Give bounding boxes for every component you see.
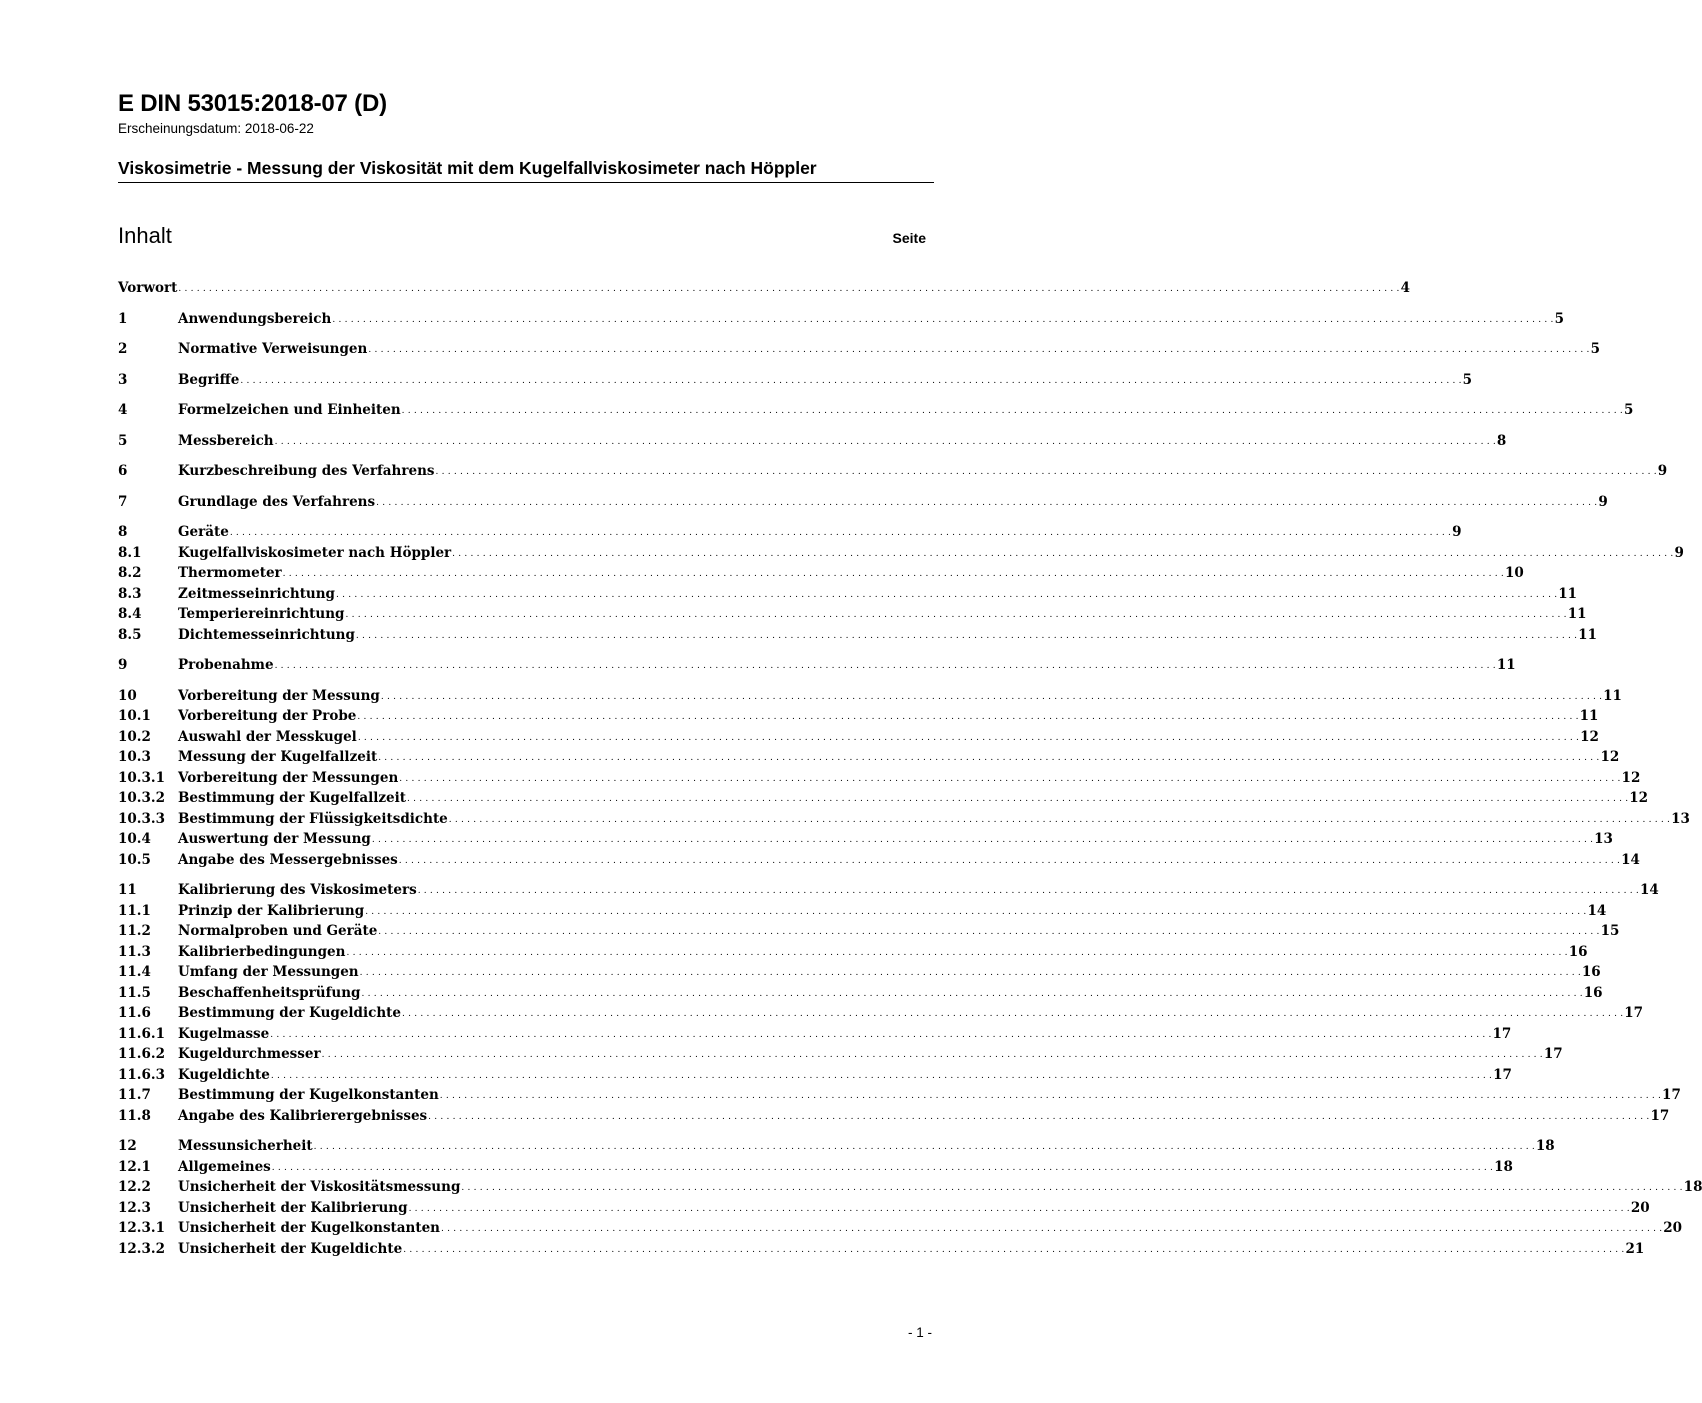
toc-entry-page: 9 <box>1452 524 1462 540</box>
toc-entry-title: Anwendungsbereich <box>178 310 332 327</box>
toc-entry-title: Formelzeichen und Einheiten <box>178 402 401 418</box>
toc-entry-number: 2 <box>118 341 128 357</box>
toc-entry[interactable] <box>118 1065 1512 1086</box>
toc-entry-title: Bestimmung der Flüssigkeitsdichte <box>178 810 448 827</box>
toc-entry-number: 10.5 <box>118 851 151 868</box>
toc-entry-title: Bestimmung der Kugelfallzeit <box>178 790 406 806</box>
toc-entry-page: 5 <box>1462 371 1473 388</box>
toc-entry[interactable] <box>118 604 1587 625</box>
toc-entry-title: Begriffe <box>178 371 240 388</box>
toc-entry-title: Prinzip der Kalibrierung <box>178 902 365 919</box>
toc-entry[interactable] <box>118 1003 1644 1024</box>
toc-entry-page: 4 <box>1400 280 1411 296</box>
toc-dot-leader: . . . . . . . . . . . . . . . . . . . . . . . . . . . . . . . . . . . . . . . . . . . . . . . . . . . . . . . . . . . . . . . . . . . . . . . . . . . . . . . . . . . . . . . . . . . . . . . . . . . . . . . . . . . . . . . . . . . . . . . . . . . . . . . . . . . . . . . . . . . . . . . . . . . . . . . . . . . . . . . . . . . . . . . . . . . . . . . . . . . . . . . . . . . . . . . . . . . . . . . . <box>401 1009 1624 1019</box>
toc-entry-number: 11.6.3 <box>118 1066 165 1083</box>
toc-entry[interactable] <box>118 829 1613 850</box>
toc-entry-number: 10.3.3 <box>118 810 165 827</box>
toc-entry[interactable] <box>118 1198 1650 1219</box>
toc-entry-number: 12 <box>118 1138 137 1154</box>
toc-dot-leader: . . . . . . . . . . . . . . . . . . . . . . . . . . . . . . . . . . . . . . . . . . . . . . . . . . . . . . . . . . . . . . . . . . . . . . . . . . . . . . . . . . . . . . . . . . . . . . . . . . . . . . . . . . . . . . . . . . . . . . . . . . . . . . . . . . . . . . . . . . . . . . . . . . . . . . . . . . . . . . . . . . . . . . . . . . . . . . . . . . . . . . . . . . . . . . . . . . . . . . . . <box>332 314 1554 325</box>
toc-entry-number: 10.3.1 <box>118 769 165 786</box>
toc-dot-leader: . . . . . . . . . . . . . . . . . . . . . . . . . . . . . . . . . . . . . . . . . . . . . . . . . . . . . . . . . . . . . . . . . . . . . . . . . . . . . . . . . . . . . . . . . . . . . . . . . . . . . . . . . . . . . . . . . . . . . . . . . . . . . . . . . . . . . . . . . . . . . . . . . . . . . . . . . . . . . . . . . . . . . . . . . . . . . . . . . . . . . . . . . . . . . . . . . . . . . . . . <box>336 589 1558 600</box>
toc-entry[interactable] <box>118 706 1599 727</box>
table-of-contents <box>118 278 1702 1259</box>
toc-entry[interactable] <box>118 431 1507 452</box>
toc-dot-leader: . . . . . . . . . . . . . . . . . . . . . . . . . . . . . . . . . . . . . . . . . . . . . . . . . . . . . . . . . . . . . . . . . . . . . . . . . . . . . . . . . . . . . . . . . . . . . . . . . . . . . . . . . . . . . . . . . . . . . . . . . . . . . . . . . . . . . . . . . . . . . . . . . . . . . . . . . . . . . . . . . . . . . . . . . . . . . . . . . . . . . . . . . . . . . . . . . . . . . . . . <box>346 947 1568 958</box>
document-id: E DIN 53015:2018-07 (D) <box>118 90 387 117</box>
toc-entry-page: 20 <box>1630 1199 1650 1216</box>
toc-dot-leader: . . . . . . . . . . . . . . . . . . . . . . . . . . . . . . . . . . . . . . . . . . . . . . . . . . . . . . . . . . . . . . . . . . . . . . . . . . . . . . . . . . . . . . . . . . . . . . . . . . . . . . . . . . . . . . . . . . . . . . . . . . . . . . . . . . . . . . . . . . . . . . . . . . . . . . . . . . . . . . . . . . . . . . . . . . . . . . . . . . . . . . . . . . . . . . . . . . . . . . . . <box>403 1244 1625 1255</box>
toc-dot-leader: . . . . . . . . . . . . . . . . . . . . . . . . . . . . . . . . . . . . . . . . . . . . . . . . . . . . . . . . . . . . . . . . . . . . . . . . . . . . . . . . . . . . . . . . . . . . . . . . . . . . . . . . . . . . . . . . . . . . . . . . . . . . . . . . . . . . . . . . . . . . . . . . . . . . . . . . . . . . . . . . . . . . . . . . . . . . . . . . . . . . . . . . . . . . . . . . . . . . . . . . <box>270 1070 1493 1081</box>
toc-entry-page: 17 <box>1624 1005 1644 1021</box>
publication-date: Erscheinungsdatum: 2018-06-22 <box>118 121 314 136</box>
toc-entry[interactable] <box>118 461 1668 482</box>
toc-entry-number: 8.4 <box>118 606 142 622</box>
toc-entry-page: 14 <box>1621 851 1640 868</box>
toc-entry[interactable] <box>118 1177 1702 1198</box>
toc-entry[interactable] <box>118 850 1640 871</box>
toc-entry-number: 10.2 <box>118 728 151 745</box>
toc-entry-page: 12 <box>1629 790 1649 806</box>
toc-entry[interactable] <box>118 686 1622 707</box>
toc-entry-title: Angabe des Kalibrierergebnisses <box>178 1107 428 1124</box>
toc-entry-page: 11 <box>1603 687 1622 704</box>
toc-dot-leader: . . . . . . . . . . . . . . . . . . . . . . . . . . . . . . . . . . . . . . . . . . . . . . . . . . . . . . . . . . . . . . . . . . . . . . . . . . . . . . . . . . . . . . . . . . . . . . . . . . . . . . . . . . . . . . . . . . . . . . . . . . . . . . . . . . . . . . . . . . . . . . . . . . . . . . . . . . . . . . . . . . . . . . . . . . . . . . . . . . . . . . . . . . . . . . . . . . . . . . . . <box>406 794 1629 804</box>
toc-entry-page: 12 <box>1621 769 1641 786</box>
toc-dot-leader: . . . . . . . . . . . . . . . . . . . . . . . . . . . . . . . . . . . . . . . . . . . . . . . . . . . . . . . . . . . . . . . . . . . . . . . . . . . . . . . . . . . . . . . . . . . . . . . . . . . . . . . . . . . . . . . . . . . . . . . . . . . . . . . . . . . . . . . . . . . . . . . . . . . . . . . . . . . . . . . . . . . . . . . . . . . . . . . . . . . . . . . . . . . . . . . . . . . . . . . . <box>274 436 1496 447</box>
toc-entry[interactable] <box>118 1044 1563 1065</box>
toc-entry-number: 7 <box>118 493 128 510</box>
toc-dot-leader: . . . . . . . . . . . . . . . . . . . . . . . . . . . . . . . . . . . . . . . . . . . . . . . . . . . . . . . . . . . . . . . . . . . . . . . . . . . . . . . . . . . . . . . . . . . . . . . . . . . . . . . . . . . . . . . . . . . . . . . . . . . . . . . . . . . . . . . . . . . . . . . . . . . . . . . . . . . . . . . . . . . . . . . . . . . . . . . . . . . . . . . . . . . . . . . . . . . . . . . . <box>270 1029 1492 1040</box>
toc-entry-page: 9 <box>1674 544 1684 561</box>
toc-entry-page: 18 <box>1494 1158 1513 1175</box>
toc-entry[interactable] <box>118 584 1578 605</box>
toc-entry[interactable] <box>118 400 1634 421</box>
toc-entry-title: Messunsicherheit <box>178 1138 313 1154</box>
toc-entry-number: 4 <box>118 402 128 418</box>
toc-entry-page: 14 <box>1587 902 1607 919</box>
toc-entry-title: Normalproben und Geräte <box>178 923 378 939</box>
toc-entry-number: 10.1 <box>118 708 151 724</box>
toc-entry-number: 11.3 <box>118 943 151 960</box>
toc-dot-leader: . . . . . . . . . . . . . . . . . . . . . . . . . . . . . . . . . . . . . . . . . . . . . . . . . . . . . . . . . . . . . . . . . . . . . . . . . . . . . . . . . . . . . . . . . . . . . . . . . . . . . . . . . . . . . . . . . . . . . . . . . . . . . . . . . . . . . . . . . . . . . . . . . . . . . . . . . . . . . . . . . . . . . . . . . . . . . . . . . . . . . . . . . . . . . . . . . . . . . . . . <box>398 855 1621 866</box>
toc-entry-title: Unsicherheit der Kugeldichte <box>178 1240 403 1257</box>
toc-entry-number: 6 <box>118 463 128 479</box>
toc-entry-title: Geräte <box>178 524 229 540</box>
toc-entry-page: 14 <box>1639 882 1659 898</box>
toc-entry-number: 11.5 <box>118 984 151 1001</box>
toc-entry-number: 8.3 <box>118 585 142 602</box>
toc-entry[interactable] <box>118 1106 1670 1127</box>
toc-entry-number: 11.7 <box>118 1087 151 1103</box>
toc-entry[interactable] <box>118 563 1524 584</box>
toc-entry-title: Umfang der Messungen <box>178 964 359 980</box>
toc-entry-title: Temperiereinrichtung <box>178 606 345 622</box>
toc-entry-title: Kugeldurchmesser <box>178 1046 321 1062</box>
toc-dot-leader: . . . . . . . . . . . . . . . . . . . . . . . . . . . . . . . . . . . . . . . . . . . . . . . . . . . . . . . . . . . . . . . . . . . . . . . . . . . . . . . . . . . . . . . . . . . . . . . . . . . . . . . . . . . . . . . . . . . . . . . . . . . . . . . . . . . . . . . . . . . . . . . . . . . . . . . . . . . . . . . . . . . . . . . . . . . . . . . . . . . . . . . . . . . . . . . . . . . . . . . . <box>357 712 1579 722</box>
toc-entry[interactable] <box>118 522 1462 543</box>
toc-entry-title: Thermometer <box>178 565 282 581</box>
header-rule <box>118 182 934 183</box>
toc-entry[interactable] <box>118 309 1565 330</box>
toc-dot-leader: . . . . . . . . . . . . . . . . . . . . . . . . . . . . . . . . . . . . . . . . . . . . . . . . . . . . . . . . . . . . . . . . . . . . . . . . . . . . . . . . . . . . . . . . . . . . . . . . . . . . . . . . . . . . . . . . . . . . . . . . . . . . . . . . . . . . . . . . . . . . . . . . . . . . . . . . . . . . . . . . . . . . . . . . . . . . . . . . . . . . . . . . . . . . . . . . . . . . . . . . <box>435 467 1657 477</box>
toc-dot-leader: . . . . . . . . . . . . . . . . . . . . . . . . . . . . . . . . . . . . . . . . . . . . . . . . . . . . . . . . . . . . . . . . . . . . . . . . . . . . . . . . . . . . . . . . . . . . . . . . . . . . . . . . . . . . . . . . . . . . . . . . . . . . . . . . . . . . . . . . . . . . . . . . . . . . . . . . . . . . . . . . . . . . . . . . . . . . . . . . . . . . . . . . . . . . . . . . . . . . . . . . <box>178 284 1400 294</box>
toc-entry-number: 11.6 <box>118 1005 151 1021</box>
toc-dot-leader: . . . . . . . . . . . . . . . . . . . . . . . . . . . . . . . . . . . . . . . . . . . . . . . . . . . . . . . . . . . . . . . . . . . . . . . . . . . . . . . . . . . . . . . . . . . . . . . . . . . . . . . . . . . . . . . . . . . . . . . . . . . . . . . . . . . . . . . . . . . . . . . . . . . . . . . . . . . . . . . . . . . . . . . . . . . . . . . . . . . . . . . . . . . . . . . . . . . . . . . . <box>271 1162 1494 1173</box>
toc-entry-number: 11.1 <box>118 902 151 919</box>
toc-entry[interactable] <box>118 543 1684 564</box>
toc-entry-number: 3 <box>118 371 128 388</box>
toc-entry-title: Kurzbeschreibung des Verfahrens <box>178 463 435 479</box>
toc-entry-page: 18 <box>1683 1179 1702 1195</box>
toc-entry-page: 17 <box>1543 1046 1563 1062</box>
toc-dot-leader: . . . . . . . . . . . . . . . . . . . . . . . . . . . . . . . . . . . . . . . . . . . . . . . . . . . . . . . . . . . . . . . . . . . . . . . . . . . . . . . . . . . . . . . . . . . . . . . . . . . . . . . . . . . . . . . . . . . . . . . . . . . . . . . . . . . . . . . . . . . . . . . . . . . . . . . . . . . . . . . . . . . . . . . . . . . . . . . . . . . . . . . . . . . . . . . . . . . . . . . . <box>321 1050 1543 1060</box>
toc-dot-leader: . . . . . . . . . . . . . . . . . . . . . . . . . . . . . . . . . . . . . . . . . . . . . . . . . . . . . . . . . . . . . . . . . . . . . . . . . . . . . . . . . . . . . . . . . . . . . . . . . . . . . . . . . . . . . . . . . . . . . . . . . . . . . . . . . . . . . . . . . . . . . . . . . . . . . . . . . . . . . . . . . . . . . . . . . . . . . . . . . . . . . . . . . . . . . . . . . . . . . . . . <box>417 886 1639 896</box>
toc-dot-leader: . . . . . . . . . . . . . . . . . . . . . . . . . . . . . . . . . . . . . . . . . . . . . . . . . . . . . . . . . . . . . . . . . . . . . . . . . . . . . . . . . . . . . . . . . . . . . . . . . . . . . . . . . . . . . . . . . . . . . . . . . . . . . . . . . . . . . . . . . . . . . . . . . . . . . . . . . . . . . . . . . . . . . . . . . . . . . . . . . . . . . . . . . . . . . . . . . . . . . . . . <box>428 1111 1650 1122</box>
toc-entry-page: 11 <box>1567 606 1587 622</box>
toc-entry-number: 5 <box>118 432 128 449</box>
toc-entry-page: 16 <box>1581 964 1601 980</box>
toc-dot-leader: . . . . . . . . . . . . . . . . . . . . . . . . . . . . . . . . . . . . . . . . . . . . . . . . . . . . . . . . . . . . . . . . . . . . . . . . . . . . . . . . . . . . . . . . . . . . . . . . . . . . . . . . . . . . . . . . . . . . . . . . . . . . . . . . . . . . . . . . . . . . . . . . . . . . . . . . . . . . . . . . . . . . . . . . . . . . . . . . . . . . . . . . . . . . . . . . . . . . . . . . <box>365 906 1587 917</box>
toc-entry-page: 20 <box>1663 1220 1683 1236</box>
toc-dot-leader: . . . . . . . . . . . . . . . . . . . . . . . . . . . . . . . . . . . . . . . . . . . . . . . . . . . . . . . . . . . . . . . . . . . . . . . . . . . . . . . . . . . . . . . . . . . . . . . . . . . . . . . . . . . . . . . . . . . . . . . . . . . . . . . . . . . . . . . . . . . . . . . . . . . . . . . . . . . . . . . . . . . . . . . . . . . . . . . . . . . . . . . . . . . . . . . . . . . . . . . . <box>378 753 1600 763</box>
toc-entry-title: Vorbereitung der Messungen <box>178 769 399 786</box>
toc-dot-leader: . . . . . . . . . . . . . . . . . . . . . . . . . . . . . . . . . . . . . . . . . . . . . . . . . . . . . . . . . . . . . . . . . . . . . . . . . . . . . . . . . . . . . . . . . . . . . . . . . . . . . . . . . . . . . . . . . . . . . . . . . . . . . . . . . . . . . . . . . . . . . . . . . . . . . . . . . . . . . . . . . . . . . . . . . . . . . . . . . . . . . . . . . . . . . . . . . . . . . . . . <box>229 528 1452 538</box>
toc-entry-title: Bestimmung der Kugeldichte <box>178 1005 401 1021</box>
toc-entry-title: Vorwort <box>118 280 178 296</box>
toc-entry-page: 12 <box>1600 749 1620 765</box>
toc-entry-title: Vorbereitung der Messung <box>178 687 380 704</box>
toc-entry[interactable] <box>118 962 1601 983</box>
toc-dot-leader: . . . . . . . . . . . . . . . . . . . . . . . . . . . . . . . . . . . . . . . . . . . . . . . . . . . . . . . . . . . . . . . . . . . . . . . . . . . . . . . . . . . . . . . . . . . . . . . . . . . . . . . . . . . . . . . . . . . . . . . . . . . . . . . . . . . . . . . . . . . . . . . . . . . . . . . . . . . . . . . . . . . . . . . . . . . . . . . . . . . . . . . . . . . . . . . . . . . . . . . . <box>274 661 1496 671</box>
toc-dot-leader: . . . . . . . . . . . . . . . . . . . . . . . . . . . . . . . . . . . . . . . . . . . . . . . . . . . . . . . . . . . . . . . . . . . . . . . . . . . . . . . . . . . . . . . . . . . . . . . . . . . . . . . . . . . . . . . . . . . . . . . . . . . . . . . . . . . . . . . . . . . . . . . . . . . . . . . . . . . . . . . . . . . . . . . . . . . . . . . . . . . . . . . . . . . . . . . . . . . . . . . . <box>240 375 1462 386</box>
toc-entry-title: Normative Verweisungen <box>178 341 368 357</box>
toc-entry-title: Kalibrierung des Viskosimeters <box>178 882 417 898</box>
toc-entry-title: Angabe des Messergebnisses <box>178 851 398 868</box>
toc-entry-page: 5 <box>1623 402 1634 418</box>
toc-dot-leader: . . . . . . . . . . . . . . . . . . . . . . . . . . . . . . . . . . . . . . . . . . . . . . . . . . . . . . . . . . . . . . . . . . . . . . . . . . . . . . . . . . . . . . . . . . . . . . . . . . . . . . . . . . . . . . . . . . . . . . . . . . . . . . . . . . . . . . . . . . . . . . . . . . . . . . . . . . . . . . . . . . . . . . . . . . . . . . . . . . . . . . . . . . . . . . . . . . . . . . . . <box>361 988 1583 999</box>
toc-entry-title: Kugeldichte <box>178 1066 270 1083</box>
toc-entry-page: 16 <box>1568 943 1588 960</box>
toc-entry-title: Messung der Kugelfallzeit <box>178 749 378 765</box>
toc-entry[interactable] <box>118 747 1620 768</box>
toc-entry[interactable] <box>118 921 1620 942</box>
toc-entry-number: 12.3 <box>118 1199 151 1216</box>
toc-entry-title: Allgemeines <box>178 1158 271 1175</box>
toc-entry-page: 17 <box>1650 1107 1670 1124</box>
toc-entry-title: Vorbereitung der Probe <box>178 708 357 724</box>
toc-entry-page: 5 <box>1590 341 1601 357</box>
toc-entry[interactable] <box>118 625 1597 646</box>
toc-entry-page: 17 <box>1493 1066 1512 1083</box>
toc-dot-leader: . . . . . . . . . . . . . . . . . . . . . . . . . . . . . . . . . . . . . . . . . . . . . . . . . . . . . . . . . . . . . . . . . . . . . . . . . . . . . . . . . . . . . . . . . . . . . . . . . . . . . . . . . . . . . . . . . . . . . . . . . . . . . . . . . . . . . . . . . . . . . . . . . . . . . . . . . . . . . . . . . . . . . . . . . . . . . . . . . . . . . . . . . . . . . . . . . . . . . . . . <box>378 927 1600 937</box>
toc-dot-leader: . . . . . . . . . . . . . . . . . . . . . . . . . . . . . . . . . . . . . . . . . . . . . . . . . . . . . . . . . . . . . . . . . . . . . . . . . . . . . . . . . . . . . . . . . . . . . . . . . . . . . . . . . . . . . . . . . . . . . . . . . . . . . . . . . . . . . . . . . . . . . . . . . . . . . . . . . . . . . . . . . . . . . . . . . . . . . . . . . . . . . . . . . . . . . . . . . . . . . . . . <box>368 345 1590 355</box>
toc-dot-leader: . . . . . . . . . . . . . . . . . . . . . . . . . . . . . . . . . . . . . . . . . . . . . . . . . . . . . . . . . . . . . . . . . . . . . . . . . . . . . . . . . . . . . . . . . . . . . . . . . . . . . . . . . . . . . . . . . . . . . . . . . . . . . . . . . . . . . . . . . . . . . . . . . . . . . . . . . . . . . . . . . . . . . . . . . . . . . . . . . . . . . . . . . . . . . . . . . . . . . . . . <box>313 1142 1535 1152</box>
toc-entry-title: Messbereich <box>178 432 274 449</box>
toc-dot-leader: . . . . . . . . . . . . . . . . . . . . . . . . . . . . . . . . . . . . . . . . . . . . . . . . . . . . . . . . . . . . . . . . . . . . . . . . . . . . . . . . . . . . . . . . . . . . . . . . . . . . . . . . . . . . . . . . . . . . . . . . . . . . . . . . . . . . . . . . . . . . . . . . . . . . . . . . . . . . . . . . . . . . . . . . . . . . . . . . . . . . . . . . . . . . . . . . . . . . . . . . <box>399 773 1621 784</box>
toc-entry-title: Kugelfallviskosimeter nach Höppler <box>178 544 452 561</box>
toc-entry-number: 10.3.2 <box>118 790 165 806</box>
toc-entry-number: 1 <box>118 310 128 327</box>
toc-entry-page: 18 <box>1535 1138 1555 1154</box>
toc-entry-page: 13 <box>1671 810 1690 827</box>
toc-entry-page: 12 <box>1580 728 1599 745</box>
toc-entry-number: 12.1 <box>118 1158 151 1175</box>
toc-entry[interactable] <box>118 788 1649 809</box>
toc-dot-leader: . . . . . . . . . . . . . . . . . . . . . . . . . . . . . . . . . . . . . . . . . . . . . . . . . . . . . . . . . . . . . . . . . . . . . . . . . . . . . . . . . . . . . . . . . . . . . . . . . . . . . . . . . . . . . . . . . . . . . . . . . . . . . . . . . . . . . . . . . . . . . . . . . . . . . . . . . . . . . . . . . . . . . . . . . . . . . . . . . . . . . . . . . . . . . . . . . . . . . . . . <box>452 548 1674 559</box>
toc-entry-number: 11 <box>118 882 137 898</box>
toc-entry-number: 10 <box>118 687 137 704</box>
toc-entry-number: 11.2 <box>118 923 151 939</box>
toc-entry-page: 8 <box>1496 432 1507 449</box>
toc-dot-leader: . . . . . . . . . . . . . . . . . . . . . . . . . . . . . . . . . . . . . . . . . . . . . . . . . . . . . . . . . . . . . . . . . . . . . . . . . . . . . . . . . . . . . . . . . . . . . . . . . . . . . . . . . . . . . . . . . . . . . . . . . . . . . . . . . . . . . . . . . . . . . . . . . . . . . . . . . . . . . . . . . . . . . . . . . . . . . . . . . . . . . . . . . . . . . . . . . . . . . . . . <box>371 835 1594 845</box>
toc-entry-page: 11 <box>1579 708 1599 724</box>
toc-entry[interactable] <box>118 1085 1681 1106</box>
toc-entry-title: Auswahl der Messkugel <box>178 728 357 745</box>
toc-entry[interactable] <box>118 655 1516 676</box>
page-number: - 1 - <box>907 1325 932 1340</box>
toc-entry-number: 8.1 <box>118 544 142 561</box>
document-subtitle: Viskosimetrie - Messung der Viskosität mit dem Kugelfallviskosimeter nach Höppler <box>118 158 817 178</box>
toc-entry[interactable] <box>118 942 1588 963</box>
toc-entry-number: 11.6.2 <box>118 1046 165 1062</box>
toc-entry-number: 8 <box>118 524 128 540</box>
toc-dot-leader: . . . . . . . . . . . . . . . . . . . . . . . . . . . . . . . . . . . . . . . . . . . . . . . . . . . . . . . . . . . . . . . . . . . . . . . . . . . . . . . . . . . . . . . . . . . . . . . . . . . . . . . . . . . . . . . . . . . . . . . . . . . . . . . . . . . . . . . . . . . . . . . . . . . . . . . . . . . . . . . . . . . . . . . . . . . . . . . . . . . . . . . . . . . . . . . . . . . . . . . . <box>401 406 1623 416</box>
toc-entry[interactable] <box>118 1157 1513 1178</box>
toc-entry-page: 9 <box>1598 493 1608 510</box>
toc-entry-number: 9 <box>118 657 128 673</box>
toc-entry-title: Auswertung der Messung <box>178 831 371 847</box>
toc-entry-number: 12.3.1 <box>118 1220 165 1236</box>
toc-entry-page: 17 <box>1492 1025 1512 1042</box>
toc-entry-number: 11.8 <box>118 1107 151 1124</box>
toc-entry-title: Kalibrierbedingungen <box>178 943 346 960</box>
toc-dot-leader: . . . . . . . . . . . . . . . . . . . . . . . . . . . . . . . . . . . . . . . . . . . . . . . . . . . . . . . . . . . . . . . . . . . . . . . . . . . . . . . . . . . . . . . . . . . . . . . . . . . . . . . . . . . . . . . . . . . . . . . . . . . . . . . . . . . . . . . . . . . . . . . . . . . . . . . . . . . . . . . . . . . . . . . . . . . . . . . . . . . . . . . . . . . . . . . . . . . . . . . . <box>408 1203 1630 1214</box>
toc-heading: Inhalt <box>118 223 172 248</box>
toc-entry[interactable] <box>118 901 1607 922</box>
toc-entry[interactable] <box>118 278 1411 299</box>
toc-entry-page: 11 <box>1558 585 1578 602</box>
toc-entry[interactable] <box>118 1239 1645 1260</box>
toc-entry[interactable] <box>118 727 1599 748</box>
toc-dot-leader: . . . . . . . . . . . . . . . . . . . . . . . . . . . . . . . . . . . . . . . . . . . . . . . . . . . . . . . . . . . . . . . . . . . . . . . . . . . . . . . . . . . . . . . . . . . . . . . . . . . . . . . . . . . . . . . . . . . . . . . . . . . . . . . . . . . . . . . . . . . . . . . . . . . . . . . . . . . . . . . . . . . . . . . . . . . . . . . . . . . . . . . . . . . . . . . . . . . . . . . . <box>345 610 1567 620</box>
toc-entry-title: Zeitmesseinrichtung <box>178 585 335 602</box>
toc-entry[interactable] <box>118 983 1603 1004</box>
toc-dot-leader: . . . . . . . . . . . . . . . . . . . . . . . . . . . . . . . . . . . . . . . . . . . . . . . . . . . . . . . . . . . . . . . . . . . . . . . . . . . . . . . . . . . . . . . . . . . . . . . . . . . . . . . . . . . . . . . . . . . . . . . . . . . . . . . . . . . . . . . . . . . . . . . . . . . . . . . . . . . . . . . . . . . . . . . . . . . . . . . . . . . . . . . . . . . . . . . . . . . . . . . . <box>355 630 1578 641</box>
toc-entry-page: 11 <box>1578 626 1597 643</box>
toc-entry-page: 10 <box>1504 565 1524 581</box>
toc-entry-page: 16 <box>1583 984 1603 1001</box>
toc-entry-page: 17 <box>1662 1087 1681 1103</box>
toc-dot-leader: . . . . . . . . . . . . . . . . . . . . . . . . . . . . . . . . . . . . . . . . . . . . . . . . . . . . . . . . . . . . . . . . . . . . . . . . . . . . . . . . . . . . . . . . . . . . . . . . . . . . . . . . . . . . . . . . . . . . . . . . . . . . . . . . . . . . . . . . . . . . . . . . . . . . . . . . . . . . . . . . . . . . . . . . . . . . . . . . . . . . . . . . . . . . . . . . . . . . . . . . <box>380 691 1603 702</box>
toc-entry-page: 21 <box>1625 1240 1645 1257</box>
toc-entry[interactable] <box>118 1218 1683 1239</box>
toc-entry-number: 12.3.2 <box>118 1240 165 1257</box>
toc-entry-number: 8.5 <box>118 626 142 643</box>
toc-entry-number: 10.4 <box>118 831 151 847</box>
toc-entry-number: 8.2 <box>118 565 142 581</box>
toc-entry-title: Bestimmung der Kugelkonstanten <box>178 1087 439 1103</box>
toc-entry-number: 11.4 <box>118 964 151 980</box>
toc-page-column-label: Seite <box>892 230 926 246</box>
toc-entry-page: 5 <box>1554 310 1565 327</box>
toc-entry-title: Grundlage des Verfahrens <box>178 493 376 510</box>
toc-entry[interactable] <box>118 768 1641 789</box>
toc-dot-leader: . . . . . . . . . . . . . . . . . . . . . . . . . . . . . . . . . . . . . . . . . . . . . . . . . . . . . . . . . . . . . . . . . . . . . . . . . . . . . . . . . . . . . . . . . . . . . . . . . . . . . . . . . . . . . . . . . . . . . . . . . . . . . . . . . . . . . . . . . . . . . . . . . . . . . . . . . . . . . . . . . . . . . . . . . . . . . . . . . . . . . . . . . . . . . . . . . . . . . . . . <box>439 1091 1662 1101</box>
toc-dot-leader: . . . . . . . . . . . . . . . . . . . . . . . . . . . . . . . . . . . . . . . . . . . . . . . . . . . . . . . . . . . . . . . . . . . . . . . . . . . . . . . . . . . . . . . . . . . . . . . . . . . . . . . . . . . . . . . . . . . . . . . . . . . . . . . . . . . . . . . . . . . . . . . . . . . . . . . . . . . . . . . . . . . . . . . . . . . . . . . . . . . . . . . . . . . . . . . . . . . . . . . . <box>359 968 1581 978</box>
toc-entry-title: Unsicherheit der Kalibrierung <box>178 1199 408 1216</box>
toc-entry[interactable] <box>118 1136 1555 1157</box>
toc-entry-title: Kugelmasse <box>178 1025 270 1042</box>
toc-dot-leader: . . . . . . . . . . . . . . . . . . . . . . . . . . . . . . . . . . . . . . . . . . . . . . . . . . . . . . . . . . . . . . . . . . . . . . . . . . . . . . . . . . . . . . . . . . . . . . . . . . . . . . . . . . . . . . . . . . . . . . . . . . . . . . . . . . . . . . . . . . . . . . . . . . . . . . . . . . . . . . . . . . . . . . . . . . . . . . . . . . . . . . . . . . . . . . . . . . . . . . . . <box>461 1183 1683 1193</box>
toc-entry-title: Unsicherheit der Kugelkonstanten <box>178 1220 440 1236</box>
toc-entry[interactable] <box>118 370 1473 391</box>
toc-dot-leader: . . . . . . . . . . . . . . . . . . . . . . . . . . . . . . . . . . . . . . . . . . . . . . . . . . . . . . . . . . . . . . . . . . . . . . . . . . . . . . . . . . . . . . . . . . . . . . . . . . . . . . . . . . . . . . . . . . . . . . . . . . . . . . . . . . . . . . . . . . . . . . . . . . . . . . . . . . . . . . . . . . . . . . . . . . . . . . . . . . . . . . . . . . . . . . . . . . . . . . . . <box>376 497 1598 508</box>
toc-entry-title: Unsicherheit der Viskositätsmessung <box>178 1179 461 1195</box>
toc-dot-leader: . . . . . . . . . . . . . . . . . . . . . . . . . . . . . . . . . . . . . . . . . . . . . . . . . . . . . . . . . . . . . . . . . . . . . . . . . . . . . . . . . . . . . . . . . . . . . . . . . . . . . . . . . . . . . . . . . . . . . . . . . . . . . . . . . . . . . . . . . . . . . . . . . . . . . . . . . . . . . . . . . . . . . . . . . . . . . . . . . . . . . . . . . . . . . . . . . . . . . . . . <box>448 814 1671 825</box>
toc-entry-title: Beschaffenheitsprüfung <box>178 984 361 1001</box>
toc-entry-number: 10.3 <box>118 749 151 765</box>
toc-entry[interactable] <box>118 809 1690 830</box>
toc-entry[interactable] <box>118 339 1601 360</box>
toc-entry-number: 11.6.1 <box>118 1025 165 1042</box>
toc-entry[interactable] <box>118 492 1608 513</box>
toc-entry-page: 11 <box>1496 657 1516 673</box>
toc-entry-number: 12.2 <box>118 1179 151 1195</box>
toc-dot-leader: . . . . . . . . . . . . . . . . . . . . . . . . . . . . . . . . . . . . . . . . . . . . . . . . . . . . . . . . . . . . . . . . . . . . . . . . . . . . . . . . . . . . . . . . . . . . . . . . . . . . . . . . . . . . . . . . . . . . . . . . . . . . . . . . . . . . . . . . . . . . . . . . . . . . . . . . . . . . . . . . . . . . . . . . . . . . . . . . . . . . . . . . . . . . . . . . . . . . . . . . <box>440 1224 1663 1234</box>
toc-dot-leader: . . . . . . . . . . . . . . . . . . . . . . . . . . . . . . . . . . . . . . . . . . . . . . . . . . . . . . . . . . . . . . . . . . . . . . . . . . . . . . . . . . . . . . . . . . . . . . . . . . . . . . . . . . . . . . . . . . . . . . . . . . . . . . . . . . . . . . . . . . . . . . . . . . . . . . . . . . . . . . . . . . . . . . . . . . . . . . . . . . . . . . . . . . . . . . . . . . . . . . . . <box>282 569 1504 579</box>
toc-entry-title: Dichtemesseinrichtung <box>178 626 355 643</box>
toc-entry-title: Probenahme <box>178 657 274 673</box>
toc-dot-leader: . . . . . . . . . . . . . . . . . . . . . . . . . . . . . . . . . . . . . . . . . . . . . . . . . . . . . . . . . . . . . . . . . . . . . . . . . . . . . . . . . . . . . . . . . . . . . . . . . . . . . . . . . . . . . . . . . . . . . . . . . . . . . . . . . . . . . . . . . . . . . . . . . . . . . . . . . . . . . . . . . . . . . . . . . . . . . . . . . . . . . . . . . . . . . . . . . . . . . . . . <box>357 732 1580 743</box>
toc-entry-page: 13 <box>1594 831 1613 847</box>
toc-entry-page: 15 <box>1600 923 1620 939</box>
toc-entry[interactable] <box>118 1024 1512 1045</box>
toc-entry-page: 9 <box>1657 463 1668 479</box>
toc-entry[interactable] <box>118 880 1659 901</box>
